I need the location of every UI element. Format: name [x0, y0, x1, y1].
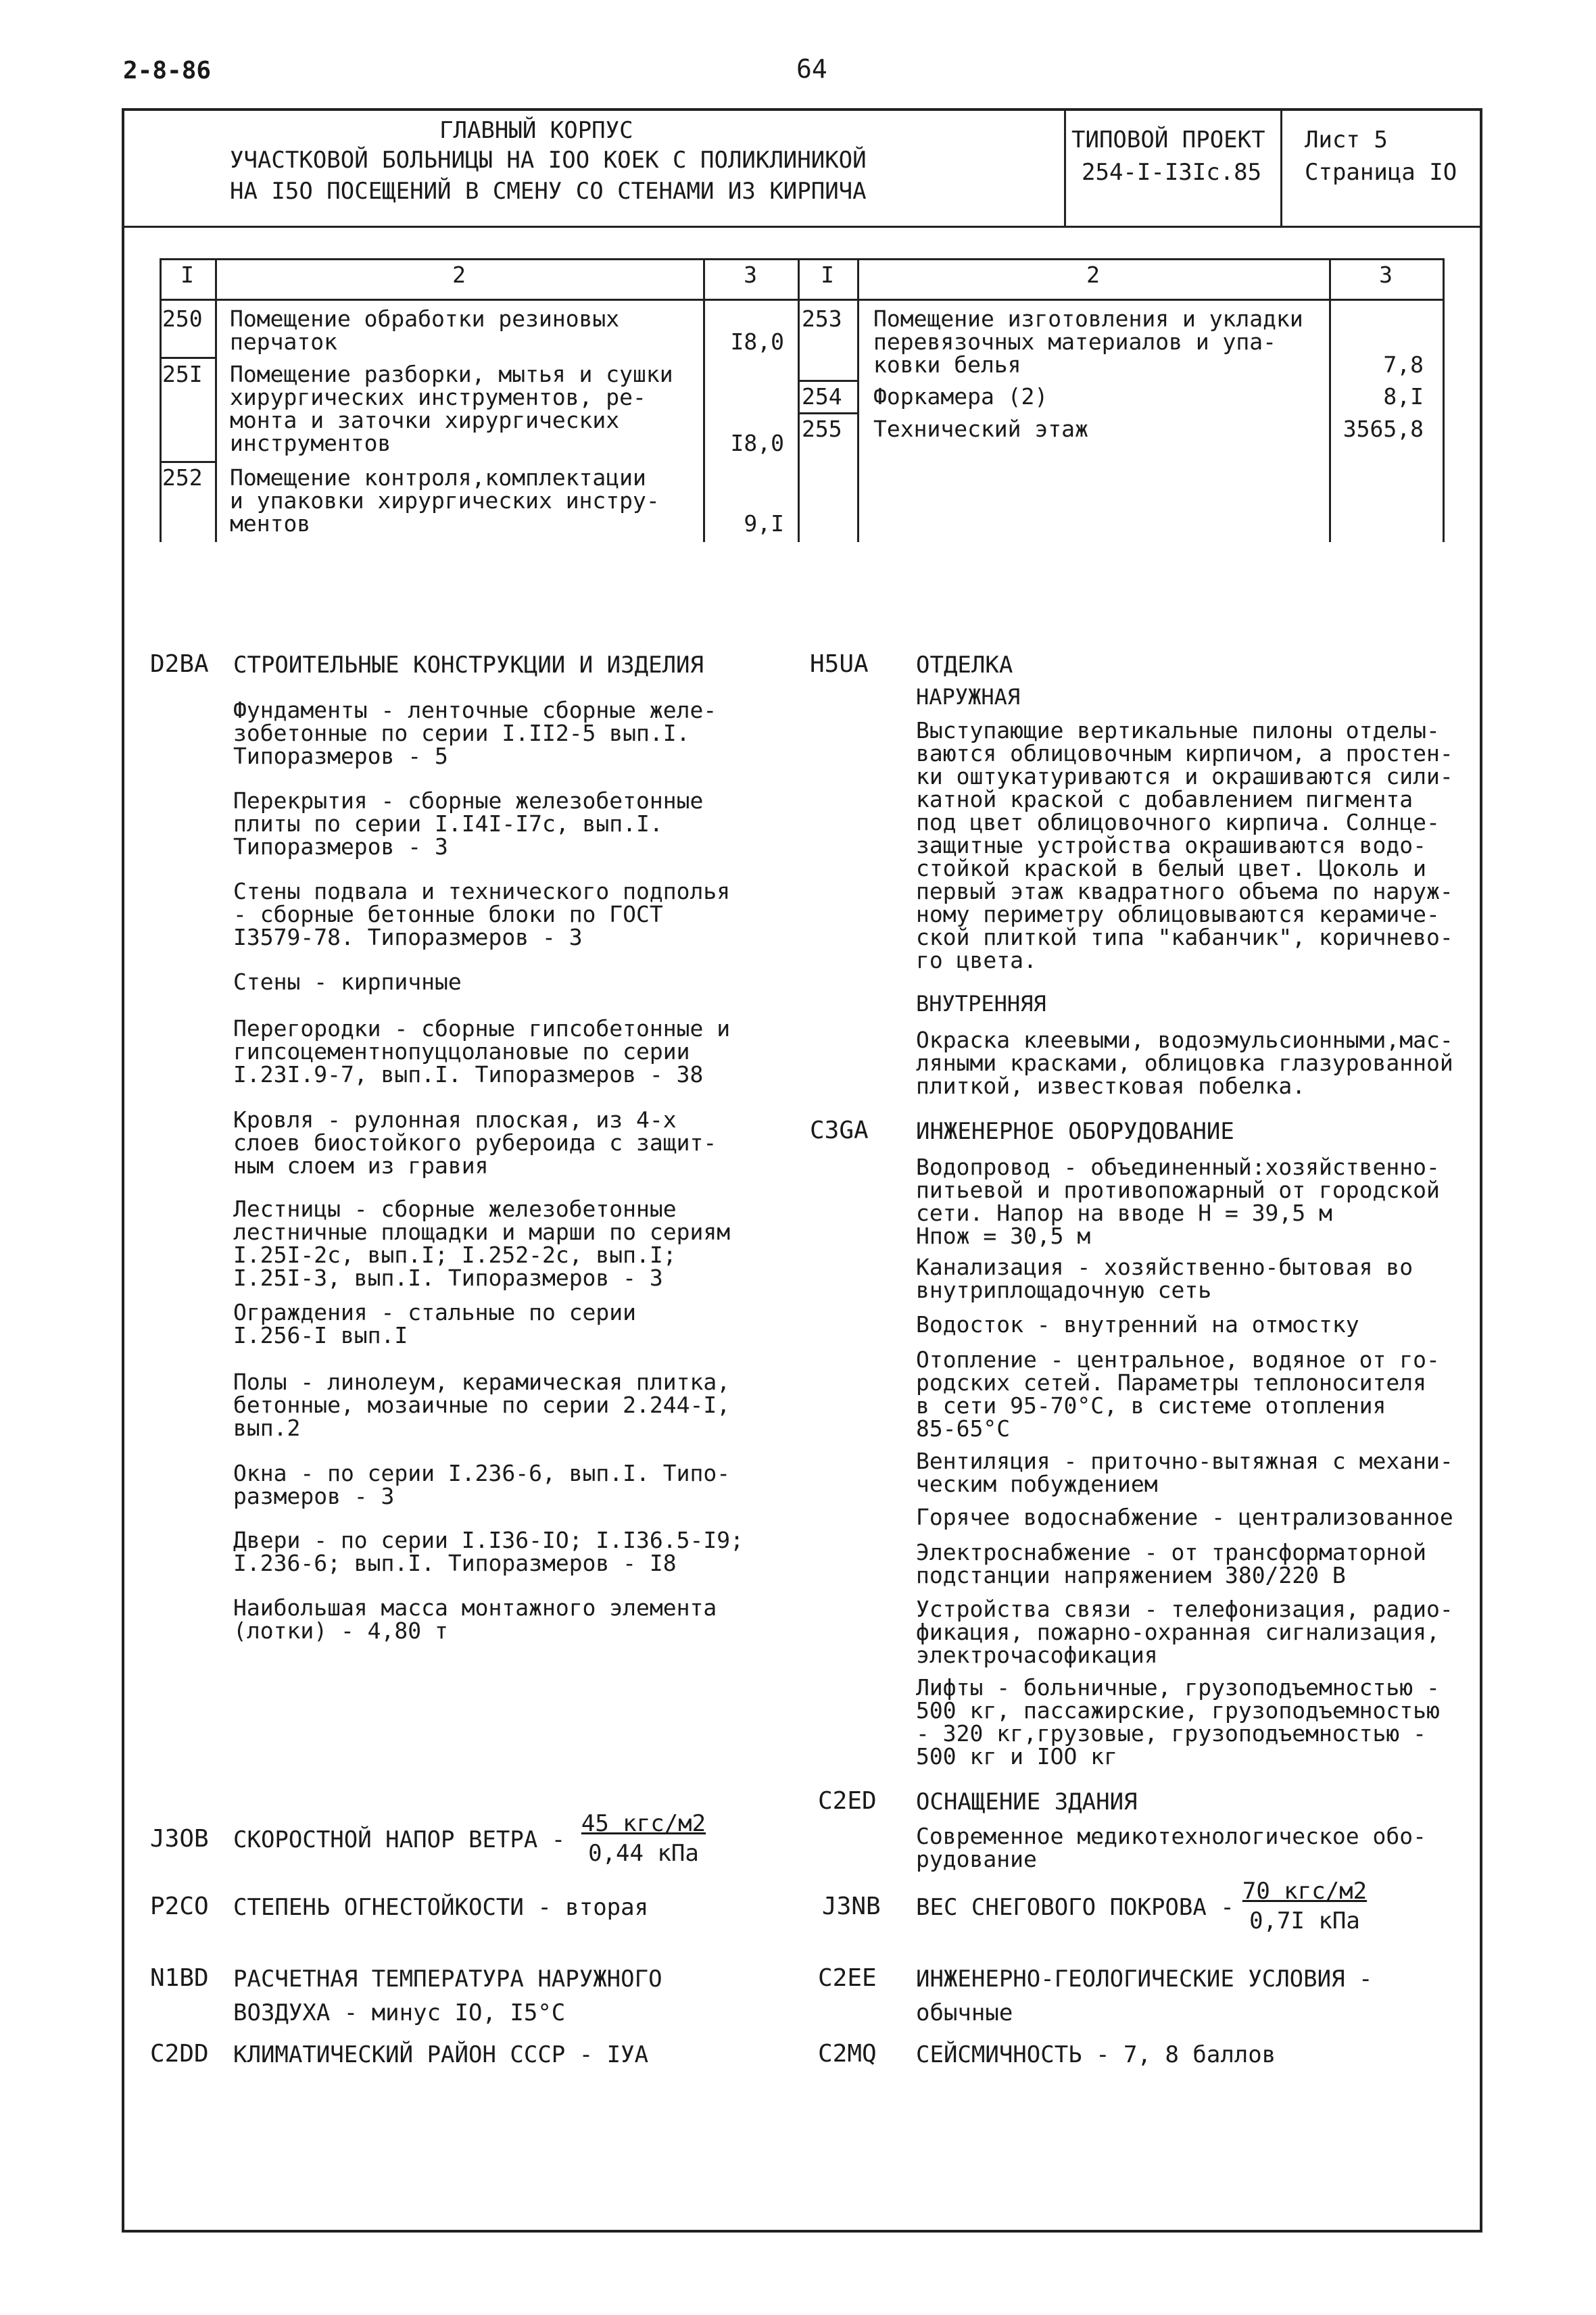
geology-code: C2EE	[818, 1964, 877, 1992]
table-top-line	[160, 258, 1444, 260]
construction-item: Кровля - рулонная плоская, из 4-х слоев биостойкого рубероида с защит- ным слоем из гравия	[233, 1106, 717, 1179]
title-line-3: НА I5O ПОСЕЩЕНИЙ В СМЕНУ СО СТЕНАМИ ИЗ КИРПИЧА	[230, 178, 867, 205]
table-cell-area: I8,0	[730, 430, 784, 456]
table-cell-name: Технический этаж	[873, 416, 1088, 442]
page-number: 64	[796, 54, 827, 84]
title-line-1: ГЛАВНЫЙ КОРПУС	[439, 117, 633, 144]
table-col-line	[160, 258, 162, 542]
table-cell-name: Помещение контроля,комплектации и упаковки хирургических инстру- ментов	[230, 464, 660, 537]
project-number: 254-I-I3Ic.85	[1082, 159, 1262, 186]
climate-code: C2DD	[150, 2040, 209, 2068]
table-cell-area: 7,8	[1383, 351, 1424, 378]
section-title: ОТДЕЛКА	[916, 652, 1013, 679]
title-line-2: УЧАСТКОВОЙ БОЛЬНИЦЫ НА IOO КОЕК С ПОЛИКЛИНИКОЙ	[230, 147, 867, 174]
engineering-item: Вентиляция - приточно-вытяжная с механи- ческим побуждением	[916, 1448, 1453, 1497]
engineering-item: Водосток - внутренний на отмостку	[916, 1311, 1359, 1338]
engineering-item: Горячее водоснабжение - централизованное	[916, 1504, 1453, 1530]
table-header-cell: 3	[1379, 262, 1393, 288]
construction-item: Лестницы - сборные железобетонные лестничные площадки и марши по сериям I.25I-2c, вып.I; I.252-2c, вып.I; I.25I-3, вып.I. Типоразмеров - 3	[233, 1196, 731, 1291]
construction-item: Ограждения - стальные по серии I.256-I вып.I	[233, 1299, 637, 1348]
section-code: H5UA	[810, 650, 869, 678]
inner-finishing-title: ВНУТРЕННЯЯ	[916, 991, 1046, 1017]
section-title: СТРОИТЕЛЬНЫЕ КОНСТРУКЦИИ И ИЗДЕЛИЯ	[233, 652, 704, 679]
wind-value	[576, 1809, 711, 1868]
title-block-bottom-line	[122, 226, 1482, 228]
construction-item: Стены подвала и технического подполья - сборные бетонные блоки по ГОСТ I3579-78. Типоразмеров - 3	[233, 878, 731, 950]
engineering-item: Канализация - хозяйственно-бытовая во внутриплощадочную сеть	[916, 1254, 1413, 1303]
wind-code: J3OB	[150, 1825, 209, 1853]
fire-label: СТЕПЕНЬ ОГНЕСТОЙКОСТИ - вторая	[233, 1894, 649, 1921]
outer-finishing-title: НАРУЖНАЯ	[916, 684, 1021, 710]
table-header-cell: I	[821, 262, 834, 288]
table-header-cell: I	[180, 262, 194, 288]
table-cell-num: 253	[802, 306, 842, 332]
engineering-item: Лифты - больничные, грузоподъемностью - 500 кг, пассажирские, грузоподъемностью - 320 кг,грузовые, грузоподъемностью - 500 кг и IOO кг	[916, 1674, 1440, 1770]
table-cell-num: 254	[802, 383, 842, 410]
temperature-line-1: РАСЧЕТНАЯ ТЕМПЕРАТУРА НАРУЖНОГО	[233, 1966, 662, 1993]
seismic-label: СЕЙСМИЧНОСТЬ - 7, 8 баллов	[916, 2041, 1276, 2068]
table-cell-num: 255	[802, 416, 842, 442]
row-divider	[160, 461, 216, 463]
construction-item: Фундаменты - ленточные сборные желе- зобетонные по серии I.II2-5 вып.I. Типоразмеров - 5	[233, 697, 717, 769]
table-cell-name: Форкамера (2)	[873, 383, 1048, 410]
table-cell-area: I8,0	[730, 328, 784, 355]
table-header-cell: 3	[744, 262, 757, 288]
section-title: ИНЖЕНЕРНОЕ ОБОРУДОВАНИЕ	[916, 1118, 1234, 1145]
seismic-code: C2MQ	[818, 2040, 877, 2068]
table-cell-area: 3565,8	[1343, 416, 1424, 442]
page-label: Страница IO	[1305, 159, 1457, 186]
construction-item: Стены - кирпичные	[233, 969, 462, 995]
engineering-item: Электроснабжение - от трансформаторной подстанции напряжением 380/220 В	[916, 1539, 1426, 1588]
wind-label: СКОРОСТНОЙ НАПОР ВЕТРА -	[233, 1826, 566, 1853]
row-divider	[798, 412, 859, 414]
table-cell-name: Помещение обработки резиновых перчаток	[230, 306, 620, 355]
temperature-code: N1BD	[150, 1964, 209, 1992]
engineering-item: Отопление - центральное, водяное от го- родских сетей. Параметры теплоносителя в сети 95-70°C, в системе отопления 85-65°C	[916, 1346, 1440, 1442]
table-cell-num: 25I	[162, 361, 203, 387]
table-col-line	[215, 258, 217, 542]
row-divider	[798, 380, 859, 382]
equipment-text: Современное медикотехнологическое обо- рудование	[916, 1823, 1426, 1872]
fire-code: P2CO	[150, 1893, 209, 1920]
table-col-line	[857, 258, 859, 542]
title-block-divider-1	[1064, 108, 1066, 227]
table-header-cell: 2	[1086, 262, 1100, 288]
section-code: C2ED	[818, 1787, 877, 1815]
construction-item: Полы - линолеум, керамическая плитка, бетонные, мозаичные по серии 2.244-I, вып.2	[233, 1369, 731, 1441]
table-col-line	[1443, 258, 1445, 542]
row-divider	[160, 357, 216, 359]
table-cell-area: 8,I	[1383, 383, 1424, 410]
outer-finishing-text: Выступающие вертикальные пилоны отделы- ваются облицовочным кирпичом, а простен- ки оштукатуриваются и окрашиваются сили- катной краской с добавлением пигмента под цвет облицовочного кирпича. Солнце- защитные устройства окрашиваются водо- стойкой краской в белый цвет. Цоколь и первый этаж квадратного объема по наруж- ному периметру облицовываются керамиче- ской плиткой типа "кабанчик", коричнево- го цвета.	[916, 717, 1453, 973]
snow-value	[1237, 1876, 1372, 1936]
geology-line-1: ИНЖЕНЕРНО-ГЕОЛОГИЧЕСКИЕ УСЛОВИЯ -	[916, 1966, 1373, 1993]
table-cell-num: 252	[162, 464, 203, 491]
snow-value-kpa: 0,7I кПа	[1249, 1907, 1360, 1934]
table-col-line	[798, 258, 800, 542]
title-block-divider-2	[1280, 108, 1282, 227]
construction-item: Наибольшая масса монтажного элемента (лотки) - 4,80 т	[233, 1594, 717, 1644]
sheet-number: Лист 5	[1305, 126, 1388, 153]
construction-item: Окна - по серии I.236-6, вып.I. Типо- размеров - 3	[233, 1460, 731, 1509]
engineering-item: Водопровод - объединенный:хозяйственно- питьевой и противопожарный от городской сети. Напор на вводе H = 39,5 м Hпож = 30,5 м	[916, 1154, 1440, 1249]
inner-finishing-text: Окраска клеевыми, водоэмульсионными,мас- ляными красками, облицовка глазурованной плиткой, известковая побелка.	[916, 1027, 1453, 1099]
table-cell-name: Помещение разборки, мытья и сушки хирургических инструментов, ре- монта и заточки хирургических инструментов	[230, 361, 673, 456]
wind-value-kgs: 45 кгс/м2	[581, 1810, 706, 1837]
temperature-line-2: ВОЗДУХА - минус IO, I5°C	[233, 1999, 566, 2026]
wind-value-kpa: 0,44 кПа	[588, 1840, 699, 1867]
construction-item: Перегородки - сборные гипсобетонные и гипсоцементнопуццолановые по серии I.23I.9-7, вып.I. Типоразмеров - 38	[233, 1015, 731, 1088]
engineering-item: Устройства связи - телефонизация, радио- фикация, пожарно-охранная сигнализация, электрочасофикация	[916, 1596, 1453, 1668]
table-cell-area: 9,I	[744, 510, 784, 537]
section-code: D2BA	[150, 650, 209, 678]
construction-item: Двери - по серии I.I36-IO; I.I36.5-I9; I.236-6; вып.I. Типоразмеров - I8	[233, 1527, 744, 1576]
geology-line-2: обычные	[916, 1999, 1013, 2026]
construction-item: Перекрытия - сборные железобетонные плиты по серии I.I4I-I7c, вып.I. Типоразмеров - 3	[233, 787, 704, 860]
table-col-line	[703, 258, 705, 542]
snow-label: ВЕС СНЕГОВОГО ПОКРОВА -	[916, 1894, 1234, 1921]
doc-code: 2-8-86	[123, 57, 212, 84]
snow-value-kgs: 70 кгс/м2	[1242, 1878, 1368, 1905]
table-header-cell: 2	[452, 262, 466, 288]
section-code: C3GA	[810, 1117, 869, 1144]
table-cell-name: Помещение изготовления и укладки перевязочных материалов и упа- ковки белья	[873, 306, 1303, 378]
section-title: ОСНАЩЕНИЕ ЗДАНИЯ	[916, 1788, 1138, 1816]
table-header-line	[160, 299, 1444, 301]
snow-code: J3NB	[822, 1893, 881, 1920]
project-label: ТИПОВОЙ ПРОЕКТ	[1071, 126, 1265, 153]
climate-label: КЛИМАТИЧЕСКИЙ РАЙОН СССР - IУA	[233, 2041, 649, 2068]
table-cell-num: 250	[162, 306, 203, 332]
